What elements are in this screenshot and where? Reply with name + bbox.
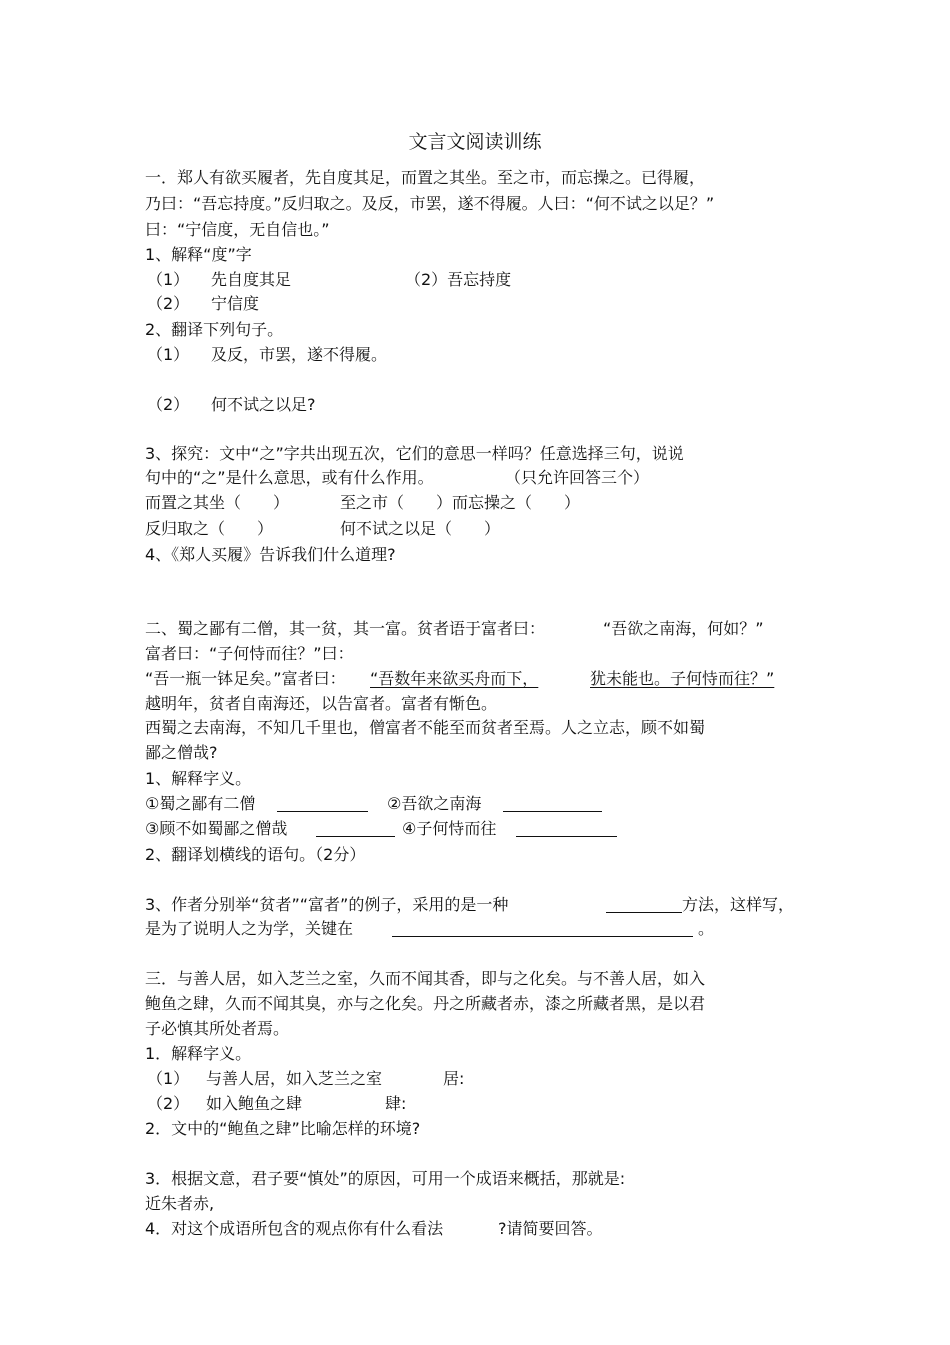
s1-q2b-number: （2） — [147, 395, 190, 414]
s2-passage-line-1a: 二、蜀之鄙有二僧，其一贫，其一富。贫者语于富者曰： — [145, 619, 546, 638]
s3-question-2: 2．文中的“鲍鱼之肆”比喻怎样的环境? — [145, 1119, 421, 1138]
s2-question-1: 1、解释字义。 — [145, 769, 252, 788]
s2-passage-line-5: 西蜀之去南海，不知几千里也，僧富者不能至而贫者至焉。人之立志，顾不如蜀 — [145, 718, 706, 737]
s1-question-3-line-1: 3、探究：文中“之”字共出现五次，它们的意思一样吗？任意选择三句，说说 — [145, 444, 684, 463]
s1-question-4: 4、《郑人买履》告诉我们什么道理? — [145, 545, 396, 564]
s3-question-3-answer: 近朱者赤, — [145, 1194, 215, 1213]
s1-question-3-line-2: 句中的“之”是什么意思，或有什么作用。 — [145, 468, 434, 487]
s2-underlined-sentence-part-1: “吾数年来欲买舟而下， — [370, 669, 539, 688]
s3-q1a-text: 与善人居，如入芝兰之室 — [206, 1069, 383, 1088]
s2-q1-item-b: ②吾欲之南海 — [387, 794, 482, 813]
s1-question-3-note: （只允许回答三个） — [505, 468, 650, 487]
s2-q3-method-blank[interactable] — [606, 912, 682, 913]
s1-q1a-number: （1） — [147, 270, 190, 289]
s3-q1a-word: 居: — [443, 1069, 465, 1088]
page-title: 文言文阅读训练 — [408, 131, 542, 153]
s2-question-3-line-2b: 。 — [698, 919, 715, 938]
s1-question-2: 2、翻译下列句子。 — [145, 320, 284, 339]
s1-q1a-text: 先自度其足 — [211, 270, 292, 289]
s3-passage-line-3: 子必慎其所处者焉。 — [145, 1019, 290, 1038]
s1-q3-item-3: 反归取之（ ） — [145, 519, 274, 538]
s1-q1b: （2）吾忘持度 — [405, 270, 512, 289]
s3-passage-line-2: 鲍鱼之肆，久而不闻其臭，亦与之化矣。丹之所藏者赤，漆之所藏者黑，是以君 — [145, 994, 706, 1013]
s2-q1-a-answer-blank[interactable] — [277, 811, 368, 812]
s3-question-4b: ?请简要回答。 — [498, 1219, 603, 1238]
s1-q1c-number: （2） — [147, 294, 190, 313]
s3-question-3: 3．根据文意，君子要“慎处”的原因，可用一个成语来概括，那就是: — [145, 1169, 626, 1188]
s2-q3-key-blank[interactable] — [392, 936, 693, 937]
s2-q1-item-a: ①蜀之鄙有二僧 — [145, 794, 256, 813]
s1-q2b-text: 何不试之以足? — [211, 395, 316, 414]
s1-q3-item-1: 而置之其坐（ ） — [145, 493, 290, 512]
s3-question-1: 1．解释字义。 — [145, 1044, 252, 1063]
s2-passage-line-2: 富者曰：“子何恃而往？”曰： — [145, 644, 354, 663]
s1-q2a-text: 及反，市罢，遂不得履。 — [211, 345, 388, 364]
s2-q1-item-c: ③顾不如蜀鄙之僧哉 — [145, 819, 288, 838]
s1-passage-line-1: 一．郑人有欲买履者，先自度其足，而置之其坐。至之市，而忘操之。已得履， — [145, 168, 706, 187]
s1-q1c-text: 宁信度 — [211, 294, 260, 313]
s1-question-1: 1、解释“度”字 — [145, 245, 252, 264]
s1-q3-item-2: 至之市（ ）而忘操之（ ） — [340, 493, 581, 512]
s2-q1-c-answer-blank[interactable] — [316, 836, 395, 837]
s3-q1b-number: （2） — [147, 1094, 190, 1113]
s2-q1-item-d: ④子何恃而往 — [402, 819, 497, 838]
s2-question-2: 2、翻译划横线的语句。（2分） — [145, 845, 366, 864]
s2-passage-line-3a: “吾一瓶一钵足矣。”富者曰： — [145, 669, 346, 688]
s1-passage-line-3: 曰：“宁信度，无自信也。” — [145, 220, 330, 239]
s3-q1b-text: 如入鲍鱼之肆 — [206, 1094, 303, 1113]
s2-question-3-line-2a: 是为了说明人之为学，关键在 — [145, 919, 354, 938]
s3-question-4a: 4．对这个成语所包含的观点你有什么看法 — [145, 1219, 444, 1238]
s1-passage-line-2: 乃曰：“吾忘持度。”反归取之。及反，市罢，遂不得履。人曰：“何不试之以足？” — [145, 194, 715, 213]
s2-question-3-line-1b: 方法，这样写， — [682, 895, 795, 914]
s3-q1a-number: （1） — [147, 1069, 190, 1088]
s1-q2a-number: （1） — [147, 345, 190, 364]
s2-question-3-line-1a: 3、作者分别举“贫者”“富者”的例子，采用的是一种 — [145, 895, 509, 914]
s2-q1-d-answer-blank[interactable] — [516, 836, 617, 837]
s2-underlined-sentence-part-2: 犹未能也。子何恃而往？” — [590, 669, 775, 688]
s2-passage-line-4: 越明年，贫者自南海还，以告富者。富者有惭色。 — [145, 694, 498, 713]
s1-q3-item-4: 何不试之以足（ ） — [340, 519, 501, 538]
s2-passage-line-6: 鄙之僧哉? — [145, 743, 218, 762]
s3-passage-line-1: 三．与善人居，如入芝兰之室，久而不闻其香，即与之化矣。与不善人居，如入 — [145, 969, 706, 988]
s2-passage-line-1b: “吾欲之南海，何如？” — [603, 619, 764, 638]
s2-q1-b-answer-blank[interactable] — [503, 811, 602, 812]
s3-q1b-word: 肆: — [385, 1094, 407, 1113]
